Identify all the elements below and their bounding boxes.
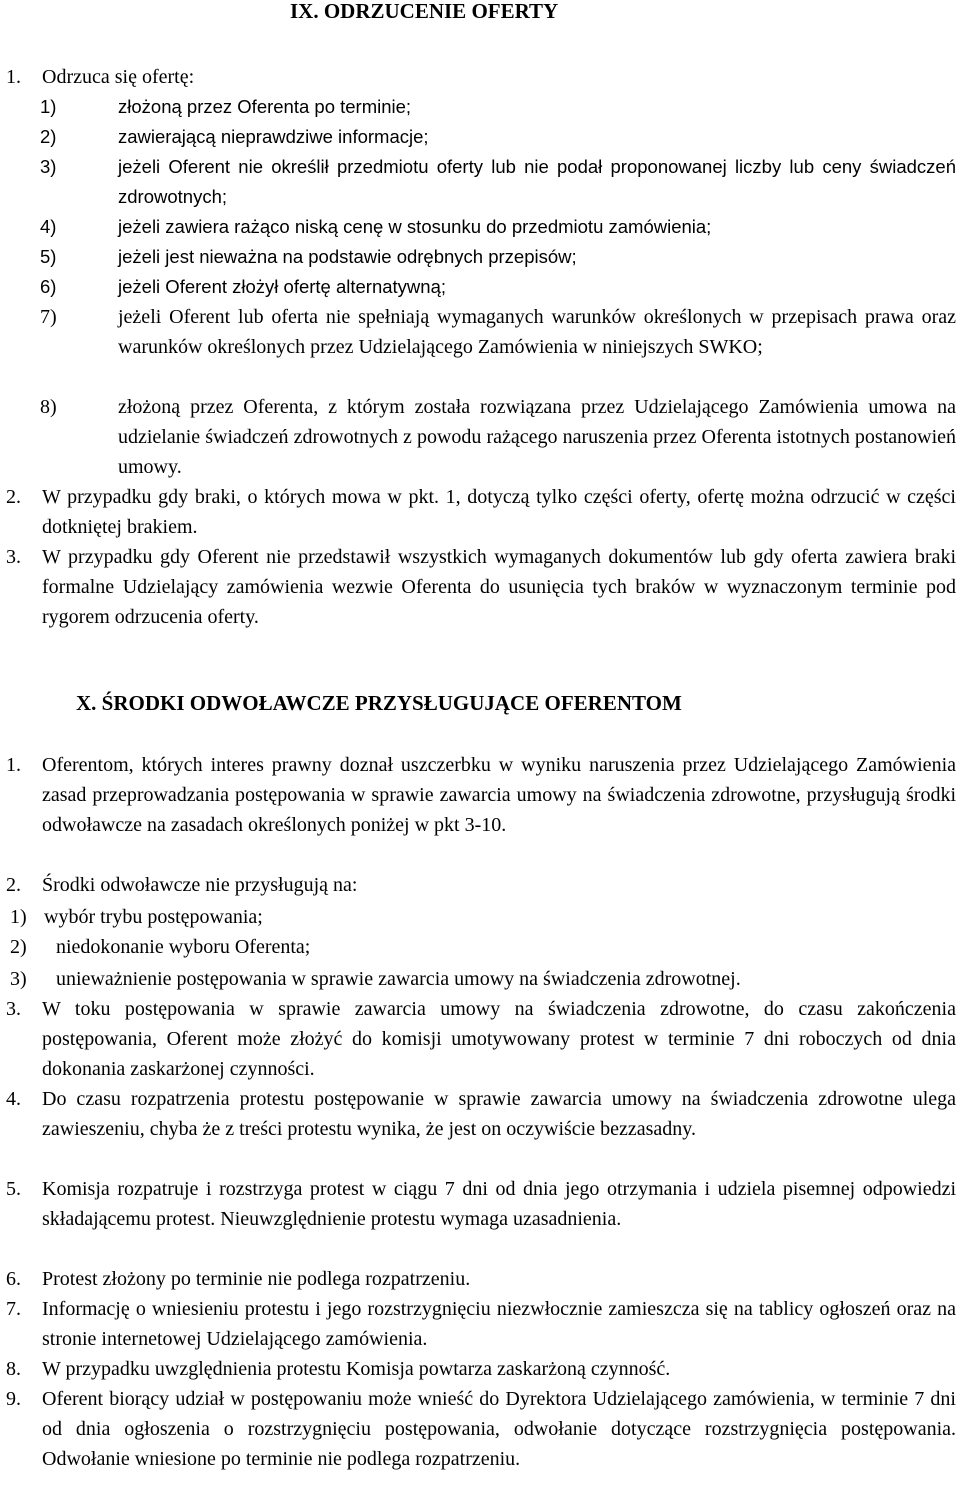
s9-item-text: jeżeli Oferent nie określił przedmiotu oferty lub nie podał proponowanej liczby lub ceny świadczeń zdrowotnych; (118, 156, 956, 207)
s10-p7-number: 7. (6, 1298, 21, 1320)
s10-p6-text: Protest złożony po terminie nie podlega rozpatrzeniu. (42, 1268, 471, 1290)
s10-item-text: unieważnienie postępowania w sprawie zawarcia umowy na świadczenia zdrowotnej. (56, 968, 741, 990)
section-9-title: IX. ODRZUCENIE OFERTY (290, 0, 559, 23)
s10-p4-text: Do czasu rozpatrzenia protestu postępowanie w sprawie zawarcia umowy na świadczenia zdrowotne ulega zawieszeniu, chyba że z treści protestu wynika, że jest on oczywiście bezzasadny. (42, 1088, 956, 1140)
s9-item-number: 4) (40, 216, 57, 237)
s10-item-number: 2) (10, 936, 27, 958)
s9-item-number: 6) (40, 276, 57, 297)
section-10-title: X. ŚRODKI ODWOŁAWCZE PRZYSŁUGUJĄCE OFERENTOM (76, 691, 682, 715)
s9-item-text: jeżeli Oferent złożył ofertę alternatywną; (118, 276, 447, 297)
s9-p2-text: W przypadku gdy braki, o których mowa w pkt. 1, dotyczą tylko części oferty, ofertę można odrzucić w części dotkniętej brakiem. (42, 486, 956, 538)
s9-item-text: złożoną przez Oferenta, z którym została rozwiązana przez Udzielającego Zamówienia umowa na udzielanie świadczeń zdrowotnych z powodu rażącego naruszenia przez Oferenta istotnych postanowień umowy. (118, 396, 956, 478)
s10-item-text: wybór trybu postępowania; (44, 906, 263, 928)
s10-p9-text: Oferent biorący udział w postępowaniu może wnieść do Dyrektora Udzielającego zamówienia, w terminie 7 dni od dnia ogłoszenia o rozstrzygnięciu postępowania, odwołanie dotyczące rozstrzygnięcia postępowania. Odwołanie wniesione po terminie nie podlega rozpatrzeniu. (42, 1388, 956, 1470)
s9-p1-number: 1. (6, 66, 21, 88)
s10-p9-number: 9. (6, 1388, 21, 1410)
s9-p3-number: 3. (6, 546, 21, 568)
s10-p7-text: Informację o wniesieniu protestu i jego rozstrzygnięciu niezwłocznie zamieszcza się na tablicy ogłoszeń oraz na stronie internetowej Udzielającego zamówienia. (42, 1298, 956, 1350)
s9-item-text: złożoną przez Oferenta po terminie; (118, 96, 412, 117)
s9-item-number: 1) (40, 96, 57, 117)
s10-p3-text: W toku postępowania w sprawie zawarcia umowy na świadczenia zdrowotne, do czasu zakończenia postępowania, Oferent może złożyć do komisji umotywowany protest w terminie 7 dni roboczych od dnia dokonania zaskarżonej czynności. (42, 998, 956, 1080)
s10-p6-number: 6. (6, 1268, 21, 1290)
s9-p1-text: Odrzuca się ofertę: (42, 66, 195, 88)
s9-item-text: jeżeli Oferent lub oferta nie spełniają wymaganych warunków określonych w przepisach prawa oraz warunków określonych przez Udzielającego Zamówienia w niniejszych SWKO; (118, 306, 956, 358)
s10-p2-text: Środki odwoławcze nie przysługują na: (42, 874, 358, 896)
s9-item-number: 8) (40, 396, 57, 418)
s10-item-number: 3) (10, 968, 27, 990)
s9-item-text: jeżeli jest nieważna na podstawie odrębnych przepisów; (118, 246, 577, 267)
s10-p1-text: Oferentom, których interes prawny doznał uszczerbku w wyniku naruszenia przez Udzielającego Zamówienia zasad przeprowadzania postępowania w sprawie zawarcia umowy na świadczenia zdrowotne, przysługują środki odwoławcze na zasadach określonych poniżej w pkt 3-10. (42, 754, 956, 836)
s9-item-number: 5) (40, 246, 57, 267)
s10-p5-number: 5. (6, 1178, 21, 1200)
s9-p3-text: W przypadku gdy Oferent nie przedstawił wszystkich wymaganych dokumentów lub gdy oferta zawiera braki formalne Udzielający zamówienia wezwie Oferenta do usunięcia tych braków w wyznaczonym terminie pod rygorem odrzucenia oferty. (42, 546, 956, 628)
s10-item-text: niedokonanie wyboru Oferenta; (56, 936, 311, 958)
s10-p1-number: 1. (6, 754, 21, 776)
s10-p2-number: 2. (6, 874, 21, 896)
s10-p4-number: 4. (6, 1088, 21, 1110)
s9-item-number: 3) (40, 156, 57, 177)
s9-item-text: zawierającą nieprawdziwe informacje; (118, 126, 429, 147)
s9-item-number: 7) (40, 306, 57, 328)
s10-p3-number: 3. (6, 998, 21, 1020)
s9-p2-number: 2. (6, 486, 21, 508)
s9-item-number: 2) (40, 126, 57, 147)
s10-item-number: 1) (10, 906, 27, 928)
s10-p8-text: W przypadku uwzględnienia protestu Komisja powtarza zaskarżoną czynność. (42, 1358, 671, 1380)
s10-p8-number: 8. (6, 1358, 21, 1380)
s9-item-text: jeżeli zawiera rażąco niską cenę w stosunku do przedmiotu zamówienia; (118, 216, 712, 237)
s10-p5-text: Komisja rozpatruje i rozstrzyga protest w ciągu 7 dni od dnia jego otrzymania i udziela pisemnej odpowiedzi składającemu protest. Nieuwzględnienie protestu wymaga uzasadnienia. (42, 1178, 956, 1230)
